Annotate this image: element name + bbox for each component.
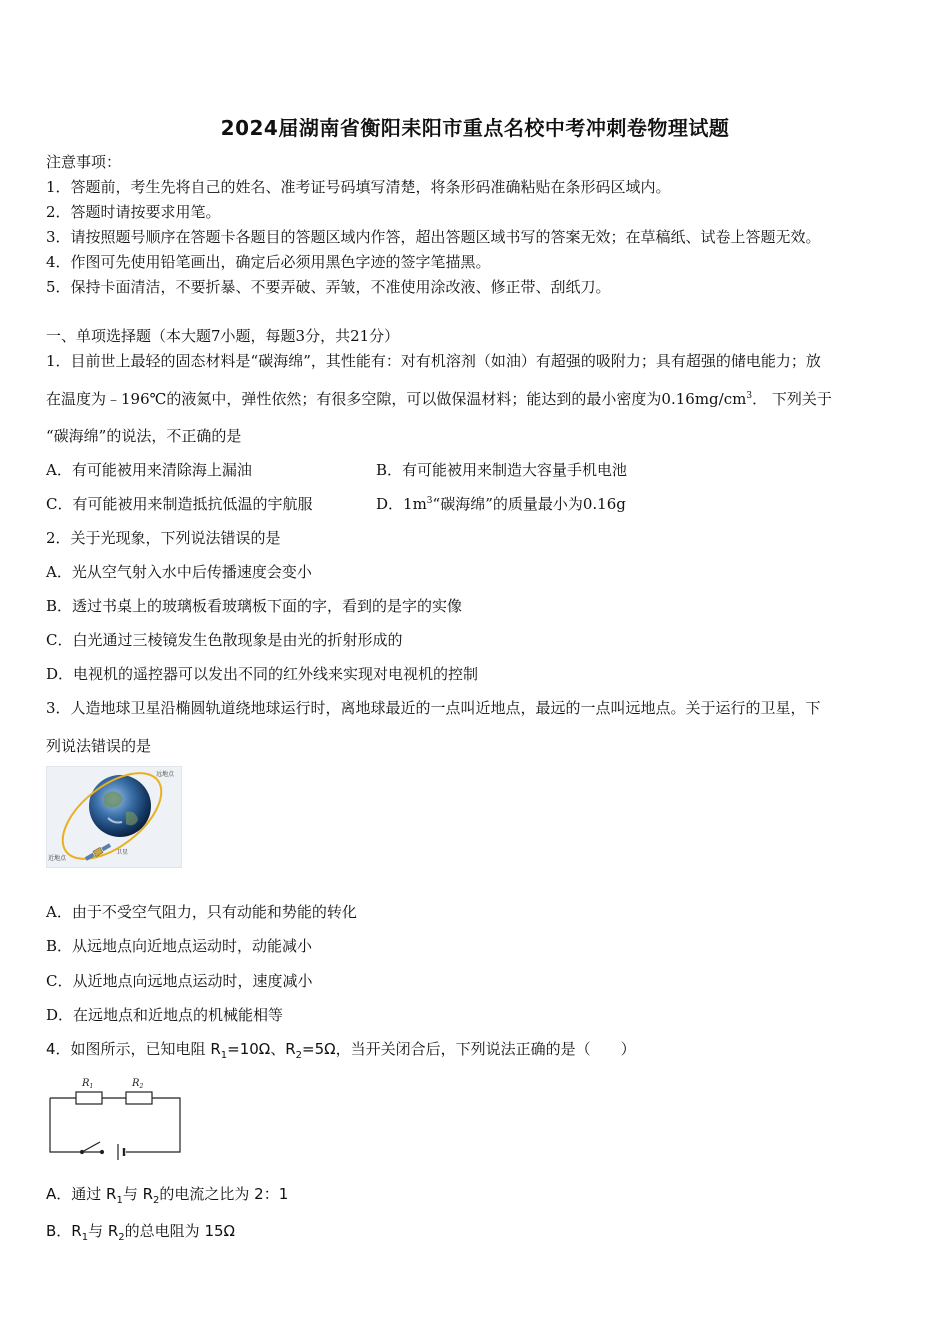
q3-line-1: 3．人造地球卫星沿椭圆轨道绕地球运行时，离地球最近的一点叫近地点，最远的一点叫远地点。关于运行的卫星，下: [46, 699, 821, 717]
q3-line-2: 列说法错误的是: [46, 737, 152, 755]
q2-option-b: B．透过书桌上的玻璃板看玻璃板下面的字，看到的是字的实像: [46, 597, 463, 615]
resistor-r2: [126, 1092, 152, 1104]
satellite-orbit-figure: [46, 766, 182, 868]
q1-line-2: 在温度为﹣196℃的液氮中，弹性依然；有很多空隙，可以做保温材料；能达到的最小密度为$0.16mg/cm^3$． 下列关于: [46, 390, 832, 408]
q4-option-a: A．通过 $R_1$与 $R_2$的电流之比为 2：1: [46, 1185, 289, 1206]
r2-label: $R_2$: [132, 1078, 144, 1090]
q2-option-a: A．光从空气射入水中后传播速度会变小: [46, 563, 312, 581]
satellite-label: 卫星: [116, 849, 129, 856]
near-point-label: 近地点: [48, 855, 67, 862]
q2-option-d: D．电视机的遥控器可以发出不同的红外线来实现对电视机的控制: [46, 665, 479, 683]
q4-option-b: B．$R_1$与 $R_2$的总电阻为 15Ω: [46, 1222, 235, 1243]
q1-option-c: C．有可能被用来制造抵抗低温的宇航服: [46, 495, 313, 513]
q1-option-d: D．$1m^3“$碳海绵”的质量最小为0.16g: [376, 495, 626, 513]
page-title: 2024届湖南省衡阳耒阳市重点名校中考冲刺卷物理试题: [220, 116, 730, 140]
notes-heading: 注意事项：: [46, 153, 122, 171]
q1-line-3: “碳海绵”的说法，不正确的是: [46, 427, 242, 445]
q2-option-c: C．白光通过三棱镜发生色散现象是由光的折射形成的: [46, 631, 403, 649]
r1-label: $R_1$: [82, 1078, 94, 1090]
q4-stem: 4．如图所示，已知电阻 $R_1=10\Omega$、$R_2=5\Omega$，当开关闭合后，下列说法正确的是（ ）: [46, 1040, 636, 1061]
q3-option-d: D．在远地点和近地点的机械能相等: [46, 1006, 284, 1024]
section-heading: 一、单项选择题（本大题7小题，每题3分，共21分）: [46, 327, 400, 345]
note-item-1: 1．答题前，考生先将自己的姓名、准考证号码填写清楚，将条形码准确粘贴在条形码区域内。: [46, 178, 671, 196]
q2-stem: 2．关于光现象，下列说法错误的是: [46, 529, 281, 547]
q1-option-b: B．有可能被用来制造大容量手机电池: [376, 461, 628, 479]
circuit-figure: [46, 1072, 186, 1160]
note-item-2: 2．答题时请按要求用笔。: [46, 203, 221, 221]
note-item-3: 3．请按照题号顺序在答题卡各题目的答题区域内作答，超出答题区域书写的答案无效；在草稿纸、试卷上答题无效。: [46, 228, 821, 246]
q1-line-1: 1．目前世上最轻的固态材料是“碳海绵”，其性能有：对有机溶剂（如油）有超强的吸附力；具有超强的储电能力；放: [46, 352, 821, 370]
battery-icon: [104, 1144, 124, 1160]
earth-icon: [89, 775, 151, 837]
note-item-5: 5．保持卡面清洁，不要折暴、不要弄破、弄皱，不准使用涂改液、修正带、刮纸刀。: [46, 278, 611, 296]
far-point-label: 远地点: [156, 771, 175, 778]
q1-option-a: A．有可能被用来清除海上漏油: [46, 461, 252, 479]
note-item-4: 4．作图可先使用铅笔画出，确定后必须用黑色字迹的签字笔描黑。: [46, 253, 491, 271]
q3-option-b: B．从远地点向近地点运动时，动能减小: [46, 937, 313, 955]
q3-option-c: C．从近地点向远地点运动时，速度减小: [46, 972, 313, 990]
q3-option-a: A．由于不受空气阻力，只有动能和势能的转化: [46, 903, 357, 921]
resistor-r1: [76, 1092, 102, 1104]
